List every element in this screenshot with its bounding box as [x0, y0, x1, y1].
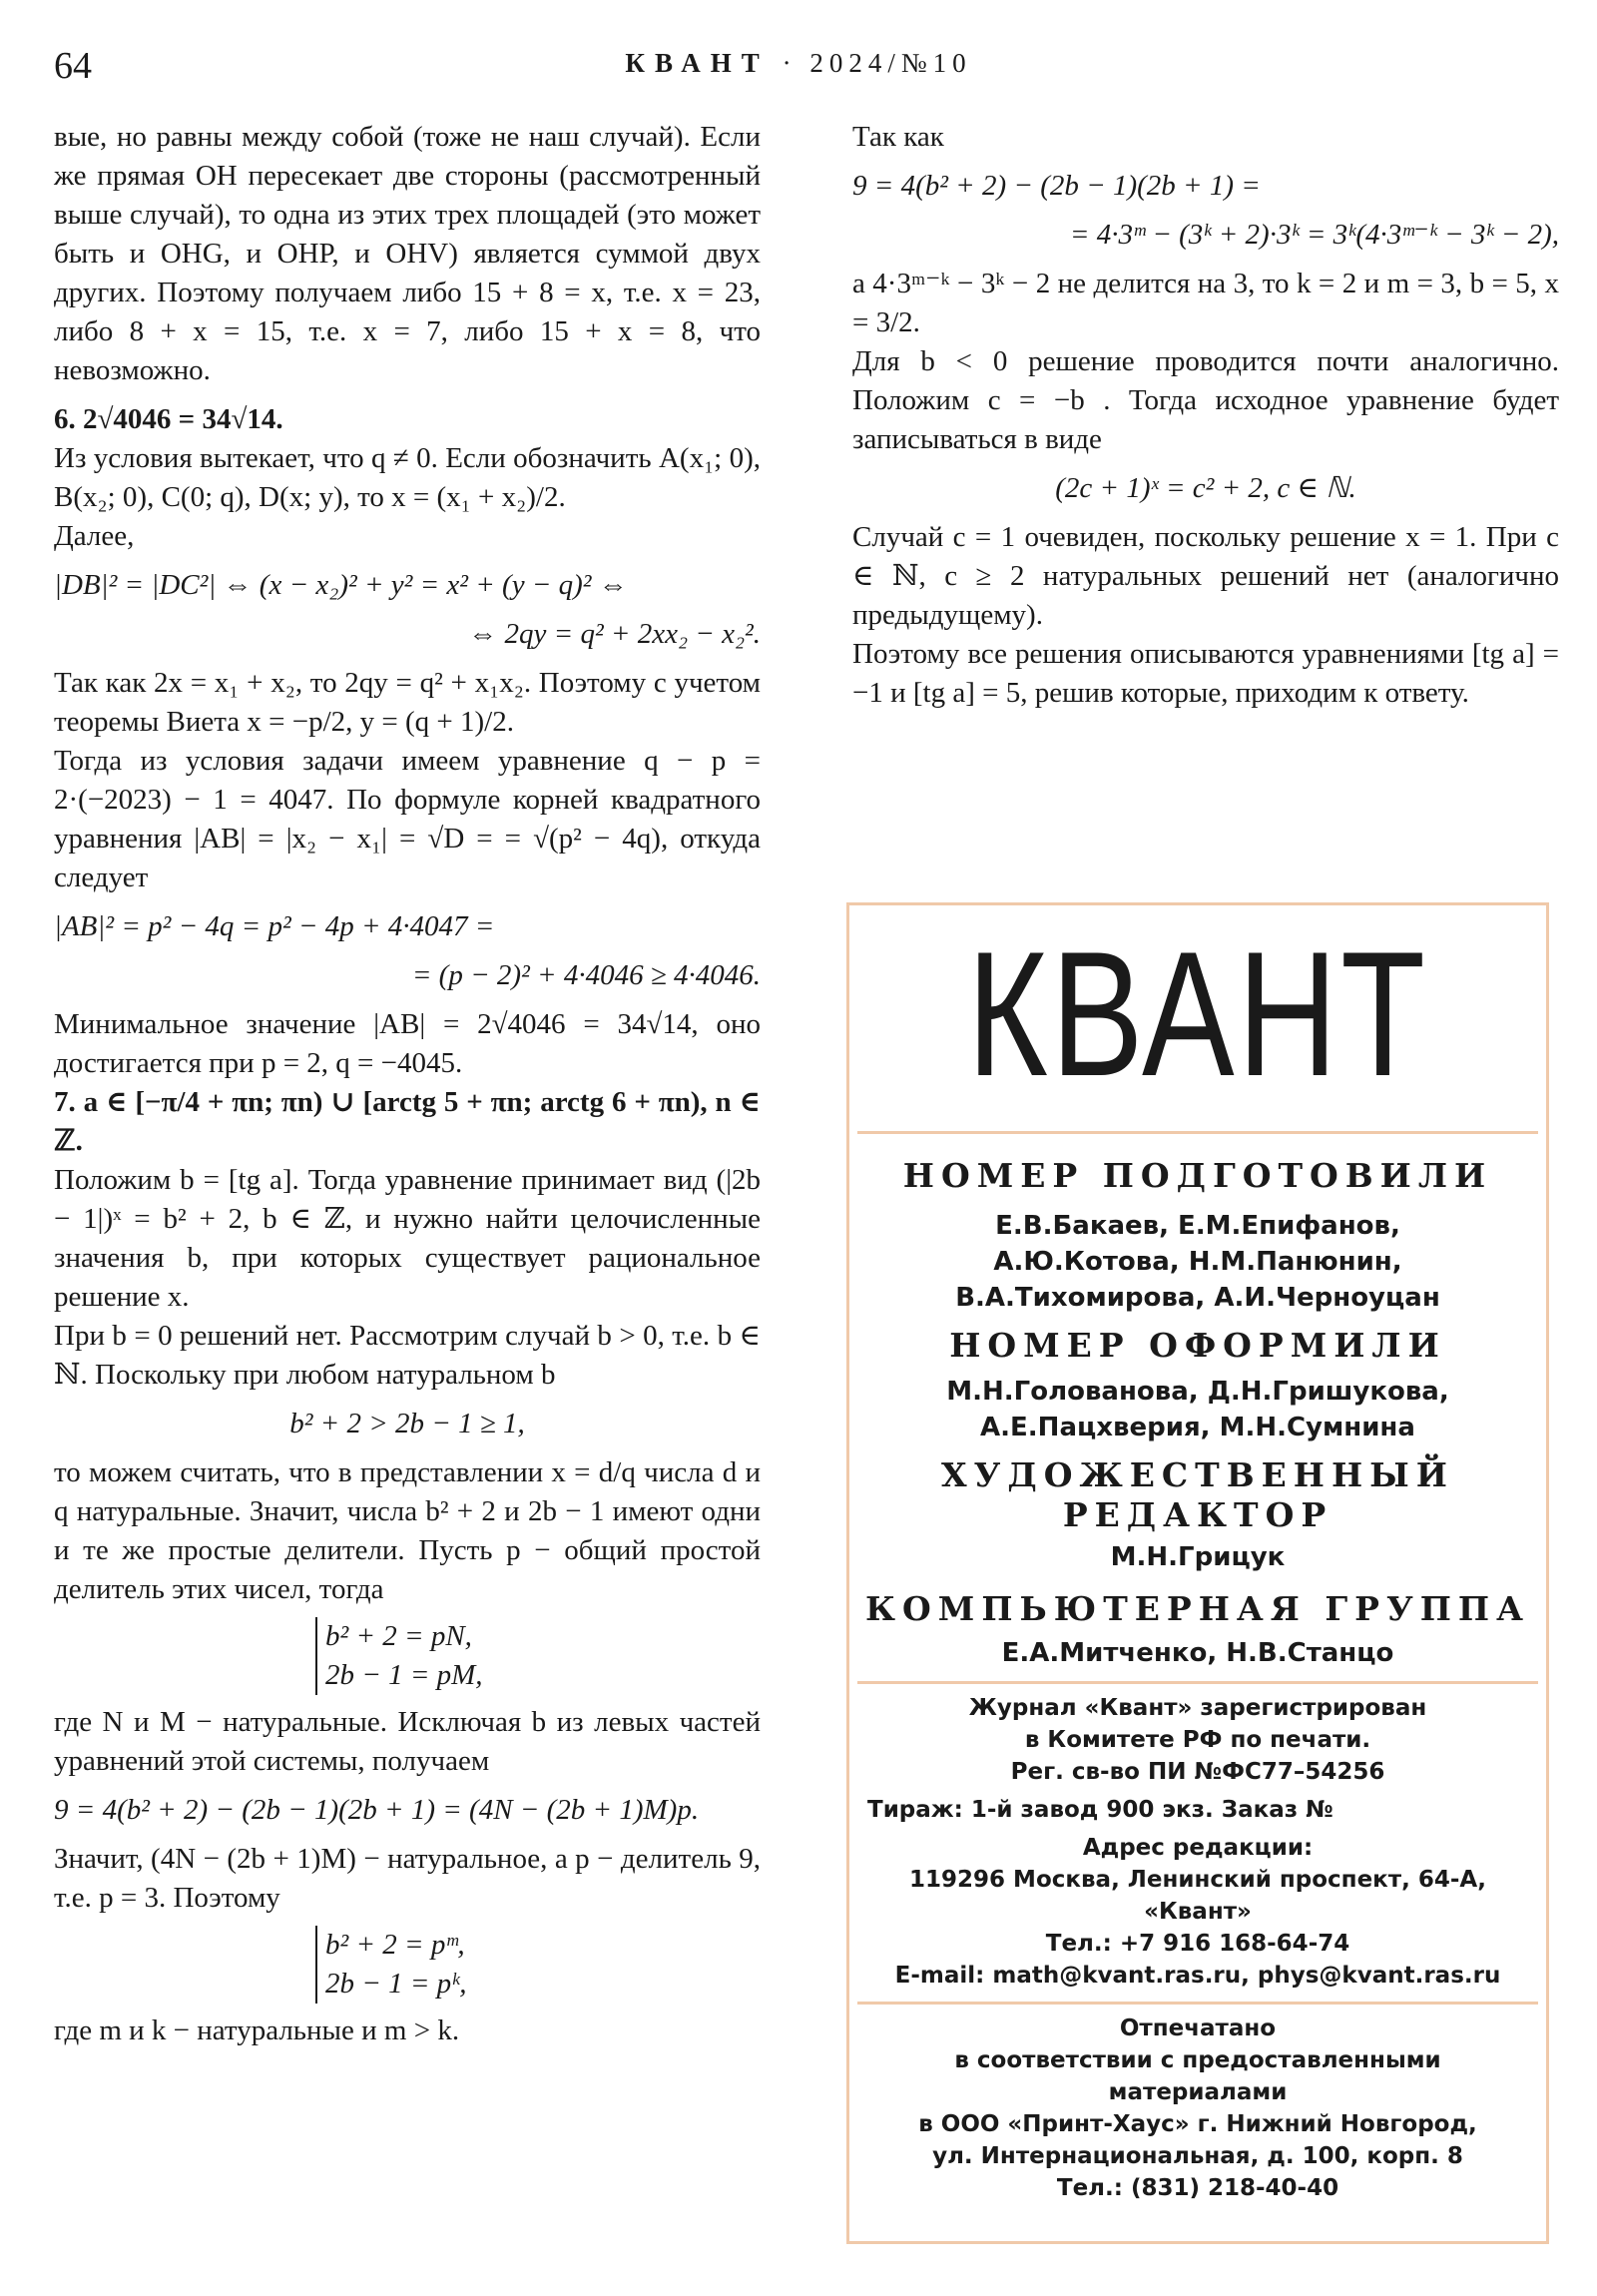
problem-6-answer: 6. 2√4046 = 34√14.	[54, 403, 283, 435]
equation: |AB|² = p² − 4q = p² − 4p + 4·4047 =	[54, 910, 495, 942]
running-header	[0, 48, 1597, 79]
heading-computer-group: КОМПЬЮТЕРНАЯ ГРУППА	[865, 1589, 1530, 1628]
paragraph: Далее,	[54, 520, 135, 552]
paragraph: Поэтому все решения описываются уравнениями [tg a] = −1 и [tg a] = 5, решив которые, приходим к ответу.	[852, 638, 1559, 709]
address-heading: Адрес редакции:	[1082, 1835, 1314, 1861]
problem-7-answer: 7. a ∈ [−π/4 + πn; πn) ∪ [arctg 5 + πn; arctg 6 + πn), n ∈ ℤ.	[54, 1086, 761, 1157]
circulation: Тираж: 1-й завод 900 экз. Заказ №	[867, 1797, 1333, 1823]
equation: |DB|² = |DC²| ⇔ (x − x₂)² + y² = x² + (y − q)² ⇔	[54, 569, 628, 601]
names-line: Е.В.Бакаев, Е.М.Епифанов,	[995, 1211, 1400, 1241]
paragraph: Значит, (4N − (2b + 1)M) − натуральное, а p − делитель 9, т.е. p = 3. Поэтому	[54, 1843, 761, 1914]
page-number: 64	[54, 45, 92, 87]
equation: b² + 2 > 2b − 1 ≥ 1,	[289, 1408, 525, 1439]
equation: = 4·3ᵐ − (3ᵏ + 2)·3ᵏ = 3ᵏ(4·3ᵐ⁻ᵏ − 3ᵏ − 2),	[1069, 219, 1559, 251]
paragraph: Положим b = [tg a]. Тогда уравнение принимает вид (|2b − 1|)ˣ = b² + 2, b ∈ ℤ, и нужно найти целочисленные значения b, при которых существует рациональное решение x.	[54, 1164, 761, 1313]
paragraph: Тогда из условия задачи имеем уравнение q − p = 2·(−2023) − 1 = 4047. По формуле корней квадратного уравнения |AB| = |x₂ − x₁| = √D = = √(p² − 4q), откуда следует	[54, 745, 761, 893]
address-line: 119296 Москва, Ленинский проспект, 64-А,	[909, 1867, 1486, 1893]
paragraph: вые, но равны между собой (тоже не наш случай). Если же прямая OH пересекает две стороны (рассмотренный выше случай), то одна из этих трех площадей (это может быть и OHG, и OHP, и OHV) является суммой двух других. Поэтому получаем либо 15 + 8 = x, т.е. x = 23, либо 8 + x = 15, т.е. x = 7, либо 15 + x = 8, что невозможно.	[54, 121, 761, 386]
paragraph: Так как 2x = x₁ + x₂, то 2qy = q² + x₁x₂. Поэтому с учетом теоремы Виета x = −p/2, y = (q + 1)/2.	[54, 667, 761, 738]
paragraph: Для b < 0 решение проводится почти аналогично. Положим c = −b . Тогда исходное уравнение будет записываться в виде	[852, 345, 1559, 455]
paragraph: где m и k − натуральные и m > k.	[54, 2014, 460, 2046]
system-line: 2b − 1 = pᵏ,	[325, 1968, 467, 2000]
equation-system	[315, 1926, 761, 2004]
equation: (2c + 1)ˣ = c² + 2, c ∈ ℕ.	[1055, 472, 1356, 504]
magazine-name: КВАНТ	[625, 48, 770, 78]
names-line: А.Е.Пацхверия, М.Н.Сумнина	[980, 1413, 1415, 1442]
names-line: В.А.Тихомирова, А.И.Черноуцан	[955, 1283, 1440, 1313]
heading-art-editor: ХУДОЖЕСТВЕННЫЙ	[941, 1455, 1454, 1494]
system-line: b² + 2 = pN,	[325, 1620, 472, 1652]
names-line: А.Ю.Котова, Н.М.Панюнин,	[993, 1247, 1402, 1277]
left-column	[54, 118, 761, 2050]
paragraph: где N и M − натуральные. Исключая b из левых частей уравнений этой системы, получаем	[54, 1706, 761, 1777]
names-line: М.Н.Голованова, Д.Н.Гришукова,	[946, 1377, 1449, 1407]
equation: 9 = 4(b² + 2) − (2b − 1)(2b + 1) =	[852, 170, 1261, 202]
equation: 9 = 4(b² + 2) − (2b − 1)(2b + 1) = (4N − (2b + 1)M)p.	[54, 1794, 700, 1826]
paragraph: Случай c = 1 очевиден, поскольку решение x = 1. При c ∈ ℕ, c ≥ 2 натуральных решений нет (аналогично предыдущему).	[852, 521, 1559, 631]
paragraph: то можем считать, что в представлении x = d/q числа d и q натуральные. Значит, числа b² + 2 и 2b − 1 имеют одни и те же простые делители. Пусть p − общий простой делитель этих чисел, тогда	[54, 1456, 761, 1605]
print-line: Отпечатано	[1119, 2015, 1277, 2041]
paragraph: Из условия вытекает, что q ≠ 0. Если обозначить A(x₁; 0), B(x₂; 0), C(0; q), D(x; y), то x = (x₁ + x₂)/2.	[54, 442, 761, 513]
print-line: в соответствии с предоставленными	[954, 2047, 1441, 2073]
heading-designed: НОМЕР ОФОРМИЛИ	[949, 1326, 1446, 1365]
kvant-logo: КВАНТ	[966, 914, 1429, 1113]
registration-line: Журнал «Квант» зарегистрирован	[968, 1695, 1427, 1721]
heading-prepared: НОМЕР ПОДГОТОВИЛИ	[902, 1156, 1493, 1195]
imprint-box	[846, 902, 1549, 2244]
paragraph: При b = 0 решений нет. Рассмотрим случай b > 0, т.е. b ∈ ℕ. Поскольку при любом натуральном b	[54, 1320, 761, 1391]
registration-line: в Комитете РФ по печати.	[1024, 1727, 1371, 1753]
paragraph: Так как	[852, 121, 944, 153]
paragraph: а 4·3ᵐ⁻ᵏ − 3ᵏ − 2 не делится на 3, то k = 2 и m = 3, b = 5, x = 3/2.	[852, 268, 1559, 338]
divider	[857, 1681, 1538, 1684]
heading-art-editor: РЕДАКТОР	[1062, 1495, 1333, 1534]
equation-system	[315, 1617, 761, 1695]
right-column	[852, 118, 1559, 713]
divider	[857, 1131, 1538, 1134]
names-line: Е.А.Митченко, Н.В.Станцо	[1001, 1638, 1394, 1668]
email: E-mail: math@kvant.ras.ru, phys@kvant.ras.ru	[894, 1963, 1501, 1989]
equation: ⇔ 2qy = q² + 2xx₂ − x₂².	[468, 618, 761, 650]
header-separator: ·	[782, 48, 798, 78]
issue-number: 2024/№10	[809, 48, 972, 78]
address-line: «Квант»	[1144, 1899, 1252, 1925]
names-line: М.Н.Грицук	[1110, 1542, 1286, 1572]
system-line: 2b − 1 = pM,	[325, 1659, 483, 1691]
print-phone: Тел.: (831) 218-40-40	[1056, 2175, 1339, 2201]
divider	[857, 2002, 1538, 2005]
system-line: b² + 2 = pᵐ,	[325, 1929, 465, 1961]
print-line: в ООО «Принт-Хаус» г. Нижний Новгород,	[918, 2111, 1477, 2137]
print-line: ул. Интернациональная, д. 100, корп. 8	[932, 2143, 1463, 2169]
registration-line: Рег. св-во ПИ №ФС77–54256	[1010, 1759, 1385, 1785]
phone: Тел.: +7 916 168-64-74	[1045, 1931, 1350, 1957]
paragraph: Минимальное значение |AB| = 2√4046 = 34√14, оно достигается при p = 2, q = −4045.	[54, 1008, 761, 1079]
equation: = (p − 2)² + 4·4046 ≥ 4·4046.	[411, 959, 761, 991]
print-line: материалами	[1108, 2079, 1288, 2105]
